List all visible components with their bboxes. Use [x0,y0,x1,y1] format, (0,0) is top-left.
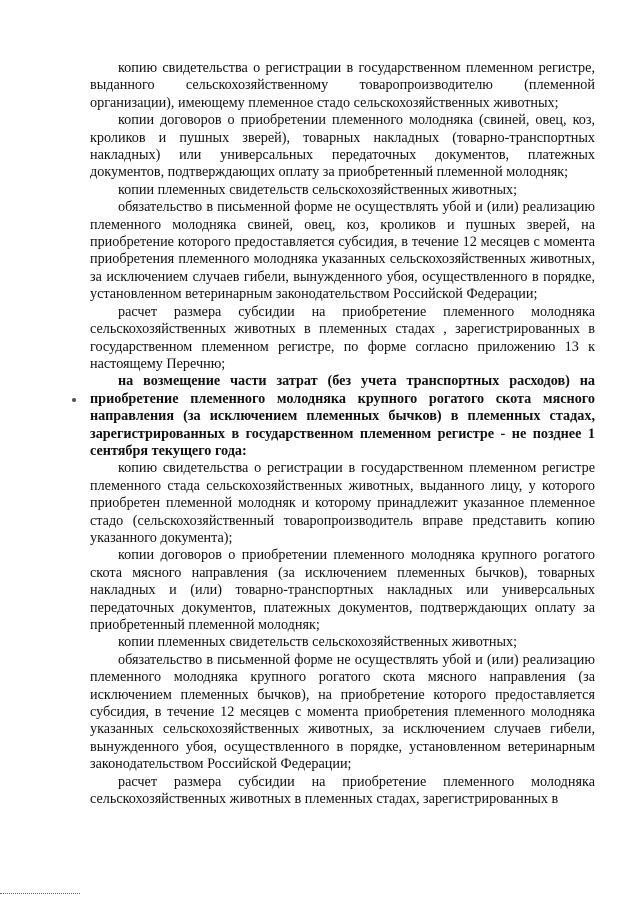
paragraph-10: обязательство в письменной форме не осуществлять убой и (или) реализацию племенного молодняка крупного рогатого скота мясного направления (за исключением племенных бычков), на приобретение которого предоставляется субсидия, в течение 12 месяцев с момента приобретения племенного молодняка указанных сельскохозяйственных животных, за исключением случаев гибели, вынужденного убоя, осуществленного в порядке, установленном ветеринарным законодательством Российской Федерации; [90,651,595,773]
paragraph-9: копии племенных свидетельств сельскохозяйственных животных; [118,634,518,651]
paragraph-8: копии договоров о приобретении племенного молодняка крупного рогатого скота мясного направления (за исключением племенных бычков), товарных накладных и (или) товарно-транспортных накладных или универсальных передаточных документов, платежных документов, подтверждающих оплату за приобретенный племенной молодняк; [90,547,595,633]
scan-artifact-edge [0,893,80,897]
scan-artifact-dot [72,398,76,402]
document-body [90,60,595,808]
paragraph-2: копии договоров о приобретении племенного молодняка (свиней, овец, коз, кроликов и пушных зверей), товарных накладных (товарно-транспортных накладных) или универсальных передаточных документов, платежных документов, подтверждающих оплату за приобретенный племенной молодняк; [90,112,595,181]
paragraph-7: копию свидетельства о регистрации в государственном племенном регистре племенного стада сельскохозяйственных животных, выданного лицу, у которого приобретен племенной молодняк и которому принадлежит указанное племенное стадо (сельскохозяйственный товаропроизводитель вправе представить копию указанного документа); [90,460,595,546]
paragraph-4: обязательство в письменной форме не осуществлять убой и (или) реализацию племенного молодняка свиней, овец, коз, кроликов и пушных зверей, на приобретение которого предоставляется субсидия, в течение 12 месяцев с момента приобретения племенного молодняка указанных сельскохозяйственных животных, за исключением случаев гибели, вынужденного убоя, осуществленного в порядке, установленном ветеринарным законодательством Российской Федерации; [90,199,595,303]
paragraph-3: копии племенных свидетельств сельскохозяйственных животных; [118,181,518,198]
paragraph-5: расчет размера субсидии на приобретение племенного молодняка сельскохозяйственных животных в племенных стадах , зарегистрированных в государственном племенном регистре, по форме согласно приложению 13 к настоящему Перечню; [90,303,595,372]
paragraph-1: копию свидетельства о регистрации в государственном племенном регистре, выданного сельскохозяйственному товаропроизводителю (племенной организации), имеющему племенное стадо сельскохозяйственных животных; [90,60,595,111]
paragraph-11: расчет размера субсидии на приобретение племенного молодняка сельскохозяйственных животных в племенных стадах, зарегистрированных в [90,773,595,808]
section-heading: на возмещение части затрат (без учета транспортных расходов) на приобретение племенного молодняка крупного рогатого скота мясного направления (за исключением племенных бычков) в племенных стадах, зарегистрированных в государственном племенном регистре - не позднее 1 сентября текущего года: [90,373,595,459]
